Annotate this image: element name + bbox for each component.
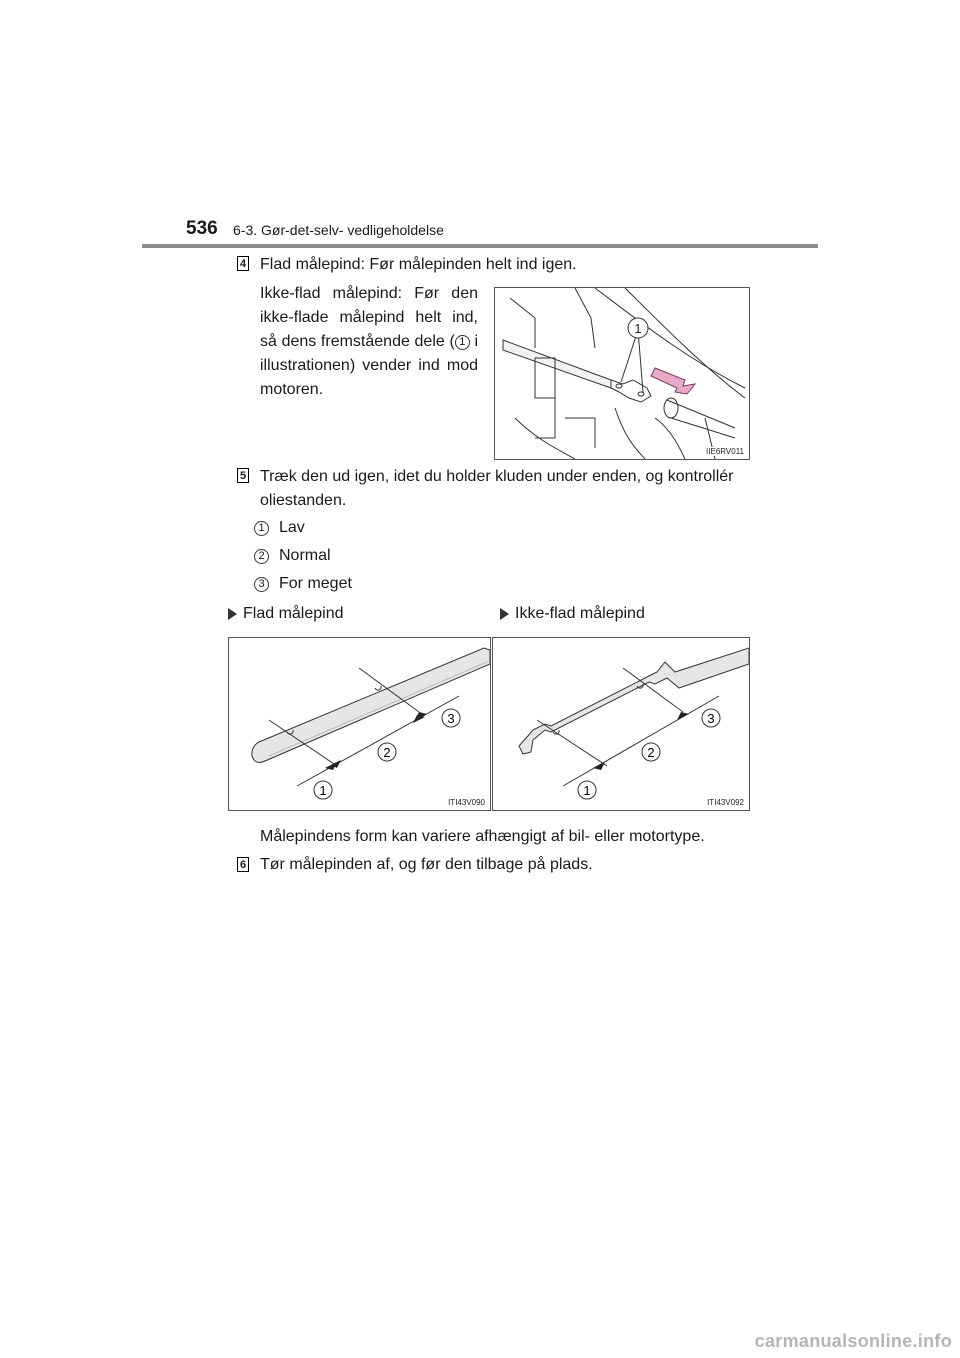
level-label-too-much: For meget (279, 575, 352, 592)
page-number: 536 (186, 218, 218, 239)
level-number-2: 2 (254, 549, 269, 564)
flat-dipstick-drawing (229, 638, 490, 810)
engine-callout-1: 1 (634, 321, 642, 336)
nonflat-dipstick-title: Ikke-flad målepind (515, 605, 645, 622)
nonflat-dipstick-figure (492, 637, 750, 811)
step-badge-4: 4 (237, 256, 249, 271)
nonflat-callout-2: 2 (647, 745, 655, 760)
level-label-normal: Normal (279, 547, 331, 564)
flat-callout-3: 3 (447, 711, 455, 726)
flat-dipstick-heading (228, 605, 344, 623)
flat-dipstick-title: Flad målepind (243, 605, 344, 622)
flat-figure-code: ITI43V090 (448, 798, 485, 807)
step-4-paragraph-part2: i illustrationen) vender ind mod motoren. (260, 333, 479, 398)
step-5-text: Træk den ud igen, idet du holder kluden under enden, og kontrollér oliestanden. (260, 468, 734, 509)
level-number-1: 1 (254, 521, 269, 536)
header-divider (142, 244, 818, 248)
nonflat-dipstick-heading (500, 605, 645, 623)
engine-illustration-drawing (495, 288, 749, 459)
step-badge-6: 6 (237, 857, 249, 872)
level-item-low (254, 519, 305, 537)
watermark: carmanualsonline.info (754, 1331, 952, 1351)
level-item-normal (254, 547, 331, 565)
flat-dipstick-figure (228, 637, 491, 811)
level-item-too-much (254, 575, 352, 593)
step-4-paragraph-part1: Ikke-flad målepind: Før den ikke-flade målepind helt ind, så dens fremstående dele ( (260, 285, 478, 350)
nonflat-callout-1: 1 (583, 783, 591, 798)
level-number-3: 3 (254, 577, 269, 592)
step-badge-5: 5 (237, 468, 249, 483)
triangle-bullet-icon (228, 608, 237, 620)
step-4-paragraph (260, 282, 478, 402)
section-title: 6-3. Gør-det-selv- vedligeholdelse (233, 222, 444, 238)
nonflat-figure-code: ITI43V092 (707, 798, 744, 807)
engine-figure-code: IIE6RV011 (706, 447, 744, 456)
flat-callout-2: 2 (383, 745, 391, 760)
dipstick-shape-note: Målepindens form kan variere afhængigt af bil- eller motortype. (260, 828, 705, 845)
step-4-text: Flad målepind: Før målepinden helt ind igen. (260, 256, 577, 273)
step-6-text: Tør målepinden af, og før den tilbage på plads. (260, 856, 593, 873)
engine-illustration (494, 287, 750, 460)
nonflat-callout-3: 3 (707, 711, 715, 726)
flat-callout-1: 1 (319, 783, 327, 798)
triangle-bullet-icon (500, 608, 509, 620)
level-label-low: Lav (279, 519, 305, 536)
callout-1-inline: 1 (455, 335, 470, 350)
nonflat-dipstick-drawing (493, 638, 749, 810)
